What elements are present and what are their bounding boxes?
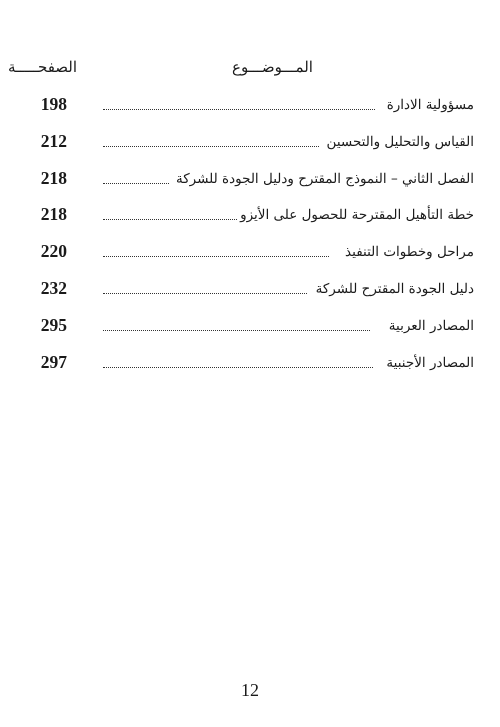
column-header-topic: المـــوضـــوع xyxy=(232,58,313,76)
toc-title: القياس والتحليل والتحسين xyxy=(326,133,474,150)
toc-leader-dots xyxy=(103,367,373,368)
toc-page-number: 297 xyxy=(40,351,67,372)
toc-page-number: 198 xyxy=(40,94,67,114)
toc-title: مسؤولية الادارة xyxy=(386,97,474,113)
toc-leader-dots xyxy=(103,256,329,257)
toc-leader-dots xyxy=(103,109,375,110)
toc-row xyxy=(0,90,500,127)
toc-page-number: 218 xyxy=(40,167,67,188)
toc-title: مراحل وخطوات التنفيذ xyxy=(345,244,474,261)
toc-leader-dots xyxy=(103,293,307,294)
toc-title: دليل الجودة المقترح للشركة xyxy=(315,280,474,297)
toc-row xyxy=(0,237,500,274)
table-of-contents xyxy=(0,90,500,384)
toc-page-number: 212 xyxy=(40,130,67,151)
toc-page-number: 220 xyxy=(40,241,67,262)
toc-leader-dots xyxy=(103,183,169,184)
toc-row xyxy=(0,200,500,237)
toc-page-number: 232 xyxy=(40,277,67,298)
toc-row xyxy=(0,127,500,164)
toc-row xyxy=(0,348,500,385)
toc-title: خطة التأهيل المقترحة للحصول على الأيزو xyxy=(240,207,474,224)
toc-leader-dots xyxy=(103,219,237,220)
toc-page-number: 218 xyxy=(40,204,67,225)
toc-leader-dots xyxy=(103,146,319,147)
toc-title: المصادر العربية xyxy=(388,317,474,334)
toc-leader-dots xyxy=(103,330,370,331)
toc-row xyxy=(0,274,500,311)
toc-title: المصادر الأجنبية xyxy=(386,354,474,371)
column-header-page: الصفحـــــة xyxy=(8,58,78,76)
toc-row xyxy=(0,164,500,201)
toc-page-number: 295 xyxy=(40,314,67,335)
toc-row xyxy=(0,311,500,348)
page-number: 12 xyxy=(241,680,259,700)
toc-title: الفصل الثاني – النموذج المقترح ودليل الجودة للشركة xyxy=(176,170,474,187)
